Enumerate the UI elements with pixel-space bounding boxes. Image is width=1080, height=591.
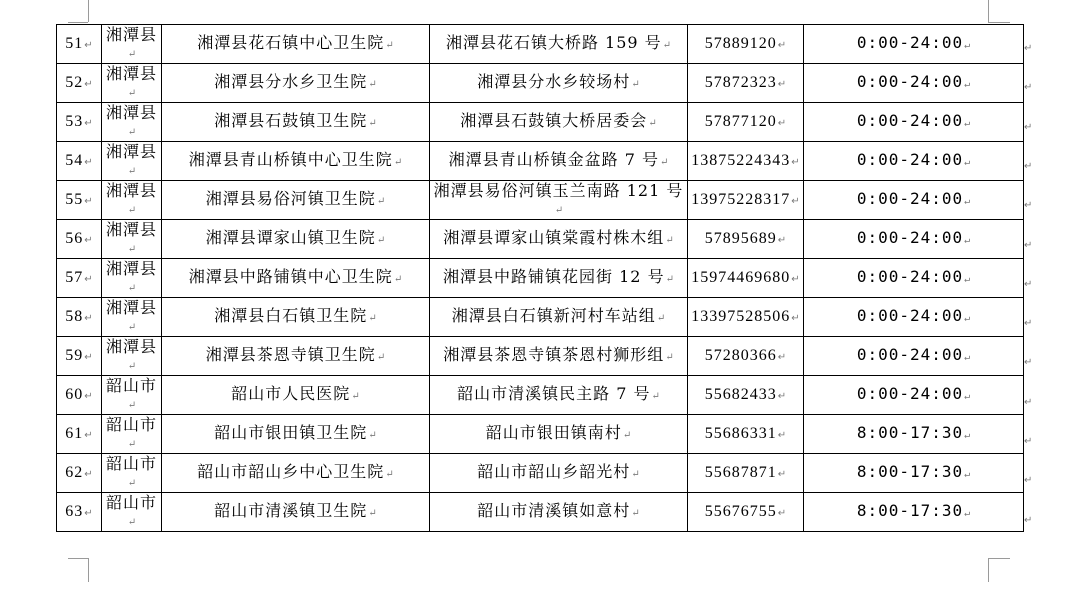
row-number-text: 54	[65, 151, 84, 169]
facility-name-cell-text: 湘潭县白石镇卫生院	[214, 306, 368, 325]
paragraph-mark-icon: ↵	[665, 352, 674, 363]
paragraph-mark-icon: ↵	[127, 516, 137, 528]
phone-cell	[688, 181, 804, 220]
paragraph-mark-icon: ↵	[393, 157, 403, 168]
hours-cell	[804, 25, 1024, 64]
county-cell	[102, 103, 162, 142]
hours-cell	[804, 181, 1024, 220]
hours-cell-text: 0:00-24:00	[856, 306, 964, 325]
phone-cell	[688, 103, 804, 142]
row-number	[57, 64, 102, 103]
paragraph-mark-icon: ↵	[127, 438, 137, 450]
phone-cell-text: 57895689	[704, 229, 777, 247]
hours-cell-text: 0:00-24:00	[856, 228, 964, 247]
address-cell	[430, 337, 688, 376]
address-cell	[430, 298, 688, 337]
table-row	[57, 454, 1024, 493]
hours-cell-text: 0:00-24:00	[856, 384, 964, 403]
facility-name-cell	[162, 259, 430, 298]
hours-cell	[804, 103, 1024, 142]
paragraph-mark-icon: ↵	[127, 243, 137, 255]
phone-cell	[688, 220, 804, 259]
facility-name-cell	[162, 64, 430, 103]
paragraph-mark-icon: ↵	[791, 156, 800, 168]
paragraph-mark-icon: ↵	[777, 507, 787, 519]
phone-cell	[688, 298, 804, 337]
paragraph-mark-icon: ↵	[777, 117, 787, 129]
hospital-table-body	[57, 25, 1024, 532]
county-cell-text: 韶山市	[105, 453, 157, 473]
hours-cell-text: 0:00-24:00	[856, 189, 964, 208]
phone-cell-text: 55687871	[704, 463, 777, 481]
facility-name-cell	[162, 298, 430, 337]
facility-name-cell	[162, 181, 430, 220]
paragraph-mark-icon: ↵	[127, 126, 137, 138]
row-number-text: 63	[65, 502, 84, 520]
paragraph-mark-icon: ↵	[665, 235, 674, 246]
page-corner-mark	[88, 0, 89, 22]
phone-cell-text: 57872323	[704, 73, 777, 91]
hospital-table	[56, 24, 1024, 532]
address-cell-text: 湘潭县石鼓镇大桥居委会	[460, 111, 648, 130]
county-cell	[102, 376, 162, 415]
hours-cell	[804, 337, 1024, 376]
paragraph-mark-icon: ↵	[84, 117, 93, 129]
paragraph-mark-icon: ↵	[127, 87, 137, 99]
row-number	[57, 220, 102, 259]
paragraph-mark-icon: ↵	[376, 235, 386, 246]
county-cell-text: 湘潭县	[105, 180, 157, 200]
paragraph-mark-icon: ↵	[368, 430, 377, 441]
county-cell	[102, 220, 162, 259]
paragraph-mark-icon: ↵	[376, 352, 386, 363]
hours-cell-text: 0:00-24:00	[856, 345, 964, 364]
page-corner-mark	[988, 0, 989, 22]
row-number	[57, 337, 102, 376]
paragraph-mark-icon: ↵	[127, 204, 137, 216]
paragraph-mark-icon: ↵	[662, 40, 672, 51]
paragraph-mark-icon: ↵	[84, 390, 93, 402]
county-cell	[102, 142, 162, 181]
row-number-text: 59	[65, 346, 84, 364]
paragraph-mark-icon: ↵	[665, 274, 674, 285]
paragraph-mark-icon: ↵	[84, 234, 93, 246]
paragraph-mark-icon: ↵	[964, 40, 971, 51]
hours-cell	[804, 454, 1024, 493]
paragraph-mark-icon: ↵	[964, 274, 971, 285]
paragraph-mark-icon: ↵	[393, 274, 403, 285]
hours-cell-text: 8:00-17:30	[856, 501, 964, 520]
paragraph-mark-icon: ↵	[84, 195, 93, 207]
address-cell-text: 韶山市清溪镇民主路 7 号	[457, 384, 651, 403]
county-cell	[102, 64, 162, 103]
page-corner-mark	[68, 558, 88, 559]
row-number-text: 58	[65, 307, 84, 325]
row-number	[57, 298, 102, 337]
paragraph-mark-icon: ↵	[351, 391, 360, 402]
county-cell	[102, 181, 162, 220]
county-cell	[102, 25, 162, 64]
paragraph-mark-icon: ↵	[964, 469, 971, 480]
paragraph-mark-icon: ↵	[84, 351, 93, 363]
paragraph-mark-icon: ↵	[84, 429, 93, 441]
row-end-mark-icon: ↵	[1024, 160, 1033, 172]
paragraph-mark-icon: ↵	[964, 118, 971, 129]
county-cell-text: 湘潭县	[105, 297, 157, 317]
address-cell	[430, 142, 688, 181]
page-corner-mark	[988, 22, 1010, 23]
phone-cell	[688, 25, 804, 64]
address-cell	[430, 103, 688, 142]
table-row	[57, 103, 1024, 142]
paragraph-mark-icon: ↵	[127, 282, 137, 294]
paragraph-mark-icon: ↵	[368, 313, 377, 324]
paragraph-mark-icon: ↵	[964, 313, 971, 324]
hours-cell	[804, 64, 1024, 103]
paragraph-mark-icon: ↵	[964, 196, 971, 207]
county-cell	[102, 337, 162, 376]
row-number	[57, 181, 102, 220]
phone-cell	[688, 376, 804, 415]
phone-cell	[688, 64, 804, 103]
address-cell-text: 湘潭县青山桥镇金盆路 7 号	[448, 150, 659, 169]
facility-name-cell-text: 湘潭县青山桥镇中心卫生院	[188, 150, 393, 169]
paragraph-mark-icon: ↵	[84, 507, 93, 519]
hours-cell	[804, 376, 1024, 415]
paragraph-mark-icon: ↵	[385, 40, 394, 51]
paragraph-mark-icon: ↵	[964, 79, 971, 90]
paragraph-mark-icon: ↵	[777, 429, 787, 441]
row-number-text: 57	[65, 268, 84, 286]
county-cell	[102, 298, 162, 337]
address-cell-text: 湘潭县分水乡较场村	[477, 72, 631, 91]
paragraph-mark-icon: ↵	[777, 39, 787, 51]
phone-cell	[688, 142, 804, 181]
table-row	[57, 181, 1024, 220]
row-number-text: 55	[65, 190, 84, 208]
table-row	[57, 25, 1024, 64]
paragraph-mark-icon: ↵	[777, 78, 787, 90]
address-cell-text: 湘潭县易俗河镇玉兰南路 121 号	[433, 180, 684, 200]
address-cell	[430, 181, 688, 220]
table-row	[57, 376, 1024, 415]
facility-name-cell-text: 韶山市人民医院	[231, 384, 351, 403]
paragraph-mark-icon: ↵	[777, 234, 787, 246]
address-cell	[430, 64, 688, 103]
paragraph-mark-icon: ↵	[631, 469, 640, 480]
row-end-mark-icon: ↵	[1024, 396, 1033, 408]
row-number-text: 52	[65, 73, 84, 91]
facility-name-cell-text: 韶山市银田镇卫生院	[214, 423, 368, 442]
paragraph-mark-icon: ↵	[964, 157, 971, 168]
paragraph-mark-icon: ↵	[84, 156, 93, 168]
row-number	[57, 454, 102, 493]
facility-name-cell	[162, 220, 430, 259]
phone-cell-text: 13397528506	[691, 307, 791, 325]
address-cell-text: 韶山市银田镇南村	[485, 423, 622, 442]
paragraph-mark-icon: ↵	[631, 508, 640, 519]
facility-name-cell	[162, 493, 430, 532]
hours-cell	[804, 142, 1024, 181]
phone-cell	[688, 259, 804, 298]
facility-name-cell-text: 韶山市清溪镇卫生院	[214, 501, 368, 520]
address-cell-text: 湘潭县茶恩寺镇茶恩村狮形组	[443, 345, 665, 364]
row-end-mark-icon: ↵	[1024, 357, 1033, 369]
row-number-text: 60	[65, 385, 84, 403]
row-end-mark-icon: ↵	[1024, 239, 1033, 251]
row-end-mark-icon: ↵	[1024, 278, 1033, 290]
paragraph-mark-icon: ↵	[964, 352, 971, 363]
facility-name-cell	[162, 415, 430, 454]
county-cell-text: 湘潭县	[105, 141, 157, 161]
facility-name-cell-text: 湘潭县易俗河镇卫生院	[205, 189, 376, 208]
phone-cell-text: 57280366	[704, 346, 777, 364]
paragraph-mark-icon: ↵	[554, 204, 564, 216]
phone-cell-text: 55686331	[704, 424, 777, 442]
paragraph-mark-icon: ↵	[777, 390, 787, 402]
facility-name-cell	[162, 103, 430, 142]
address-cell-text: 湘潭县白石镇新河村车站组	[451, 306, 656, 325]
address-cell-text: 湘潭县花石镇大桥路 159 号	[445, 33, 662, 52]
paragraph-mark-icon: ↵	[777, 468, 787, 480]
county-cell-text: 韶山市	[105, 414, 157, 434]
phone-cell	[688, 454, 804, 493]
paragraph-mark-icon: ↵	[127, 399, 137, 411]
address-cell	[430, 415, 688, 454]
row-number-text: 53	[65, 112, 84, 130]
paragraph-mark-icon: ↵	[777, 351, 787, 363]
page-corner-mark	[988, 558, 989, 582]
facility-name-cell	[162, 376, 430, 415]
paragraph-mark-icon: ↵	[791, 312, 800, 324]
address-cell-text: 韶山市清溪镇如意村	[477, 501, 631, 520]
county-cell	[102, 493, 162, 532]
phone-cell-text: 55676755	[704, 502, 777, 520]
address-cell-text: 湘潭县谭家山镇棠霞村株木组	[443, 228, 665, 247]
phone-cell	[688, 337, 804, 376]
table-row	[57, 298, 1024, 337]
paragraph-mark-icon: ↵	[376, 196, 386, 207]
table-row	[57, 142, 1024, 181]
hours-cell	[804, 220, 1024, 259]
hours-cell	[804, 415, 1024, 454]
hours-cell-text: 0:00-24:00	[856, 33, 964, 52]
row-number-text: 56	[65, 229, 84, 247]
paragraph-mark-icon: ↵	[84, 39, 93, 51]
address-cell	[430, 493, 688, 532]
row-end-mark-icon: ↵	[1024, 318, 1033, 330]
address-cell-text: 韶山市韶山乡韶光村	[477, 462, 631, 481]
table-row	[57, 64, 1024, 103]
hours-cell-text: 0:00-24:00	[856, 72, 964, 91]
facility-name-cell-text: 韶山市韶山乡中心卫生院	[197, 462, 385, 481]
address-cell-text: 湘潭县中路铺镇花园街 12 号	[443, 267, 665, 286]
county-cell-text: 湘潭县	[105, 102, 157, 122]
row-number	[57, 25, 102, 64]
phone-cell-text: 57889120	[704, 34, 777, 52]
table-row	[57, 220, 1024, 259]
hours-cell-text: 0:00-24:00	[856, 150, 964, 169]
paragraph-mark-icon: ↵	[791, 195, 800, 207]
row-end-mark-icon: ↵	[1024, 43, 1033, 54]
row-number-text: 62	[65, 463, 84, 481]
hours-cell-text: 0:00-24:00	[856, 267, 964, 286]
paragraph-mark-icon: ↵	[659, 157, 669, 168]
hours-cell-text: 8:00-17:30	[856, 462, 964, 481]
address-cell	[430, 25, 688, 64]
page-corner-mark	[68, 22, 88, 23]
phone-cell-text: 15974469680	[691, 268, 791, 286]
row-number-text: 51	[65, 34, 84, 52]
page-corner-mark	[988, 558, 1010, 559]
facility-name-cell	[162, 25, 430, 64]
table-row	[57, 337, 1024, 376]
paragraph-mark-icon: ↵	[84, 273, 93, 285]
county-cell-text: 湘潭县	[105, 336, 157, 356]
page-corner-mark	[88, 558, 89, 582]
paragraph-mark-icon: ↵	[622, 430, 632, 441]
facility-name-cell	[162, 142, 430, 181]
row-number	[57, 376, 102, 415]
paragraph-mark-icon: ↵	[84, 312, 93, 324]
row-number	[57, 259, 102, 298]
paragraph-mark-icon: ↵	[84, 468, 93, 480]
paragraph-mark-icon: ↵	[127, 360, 137, 372]
phone-cell-text: 55682433	[704, 385, 777, 403]
hours-cell	[804, 259, 1024, 298]
paragraph-mark-icon: ↵	[656, 313, 666, 324]
hours-cell	[804, 298, 1024, 337]
paragraph-mark-icon: ↵	[631, 79, 640, 90]
row-number	[57, 415, 102, 454]
facility-name-cell	[162, 454, 430, 493]
facility-name-cell-text: 湘潭县花石镇中心卫生院	[197, 33, 385, 52]
paragraph-mark-icon: ↵	[127, 477, 137, 489]
facility-name-cell	[162, 337, 430, 376]
county-cell-text: 韶山市	[105, 375, 157, 395]
county-cell-text: 湘潭县	[105, 24, 157, 44]
paragraph-mark-icon: ↵	[368, 508, 377, 519]
phone-cell-text: 13875224343	[691, 151, 791, 169]
paragraph-mark-icon: ↵	[385, 469, 394, 480]
address-cell	[430, 376, 688, 415]
row-end-mark-icon: ↵	[1024, 121, 1033, 133]
paragraph-mark-icon: ↵	[791, 273, 800, 285]
address-cell	[430, 259, 688, 298]
table-row	[57, 259, 1024, 298]
county-cell-text: 湘潭县	[105, 258, 157, 278]
row-number	[57, 142, 102, 181]
facility-name-cell-text: 湘潭县中路铺镇中心卫生院	[188, 267, 393, 286]
paragraph-mark-icon: ↵	[368, 79, 377, 90]
row-end-mark-icon: ↵	[1024, 475, 1033, 487]
paragraph-mark-icon: ↵	[964, 235, 971, 246]
paragraph-mark-icon: ↵	[964, 430, 971, 441]
hours-cell-text: 0:00-24:00	[856, 111, 964, 130]
table-row	[57, 415, 1024, 454]
county-cell	[102, 259, 162, 298]
table-row	[57, 493, 1024, 532]
row-end-mark-icon: ↵	[1024, 436, 1033, 447]
facility-name-cell-text: 湘潭县分水乡卫生院	[214, 72, 368, 91]
county-cell	[102, 415, 162, 454]
county-cell	[102, 454, 162, 493]
paragraph-mark-icon: ↵	[368, 118, 377, 129]
facility-name-cell-text: 湘潭县谭家山镇卫生院	[205, 228, 376, 247]
paragraph-mark-icon: ↵	[127, 321, 137, 333]
row-end-mark-icon: ↵	[1024, 200, 1033, 212]
phone-cell	[688, 415, 804, 454]
phone-cell-text: 57877120	[704, 112, 777, 130]
paragraph-mark-icon: ↵	[127, 165, 137, 177]
hours-cell-text: 8:00-17:30	[856, 423, 964, 442]
county-cell-text: 湘潭县	[105, 63, 157, 83]
row-number	[57, 493, 102, 532]
phone-cell-text: 13975228317	[691, 190, 791, 208]
row-number-text: 61	[65, 424, 84, 442]
county-cell-text: 湘潭县	[105, 219, 157, 239]
address-cell	[430, 454, 688, 493]
row-number	[57, 103, 102, 142]
address-cell	[430, 220, 688, 259]
paragraph-mark-icon: ↵	[651, 391, 660, 402]
hours-cell	[804, 493, 1024, 532]
row-end-mark-icon: ↵	[1024, 514, 1033, 526]
paragraph-mark-icon: ↵	[964, 508, 971, 519]
facility-name-cell-text: 湘潭县石鼓镇卫生院	[214, 111, 368, 130]
paragraph-mark-icon: ↵	[84, 78, 93, 90]
row-end-mark-icon: ↵	[1024, 82, 1033, 94]
paragraph-mark-icon: ↵	[648, 118, 657, 129]
paragraph-mark-icon: ↵	[127, 48, 137, 60]
county-cell-text: 韶山市	[105, 492, 157, 512]
facility-name-cell-text: 湘潭县茶恩寺镇卫生院	[205, 345, 376, 364]
phone-cell	[688, 493, 804, 532]
paragraph-mark-icon: ↵	[964, 391, 971, 402]
